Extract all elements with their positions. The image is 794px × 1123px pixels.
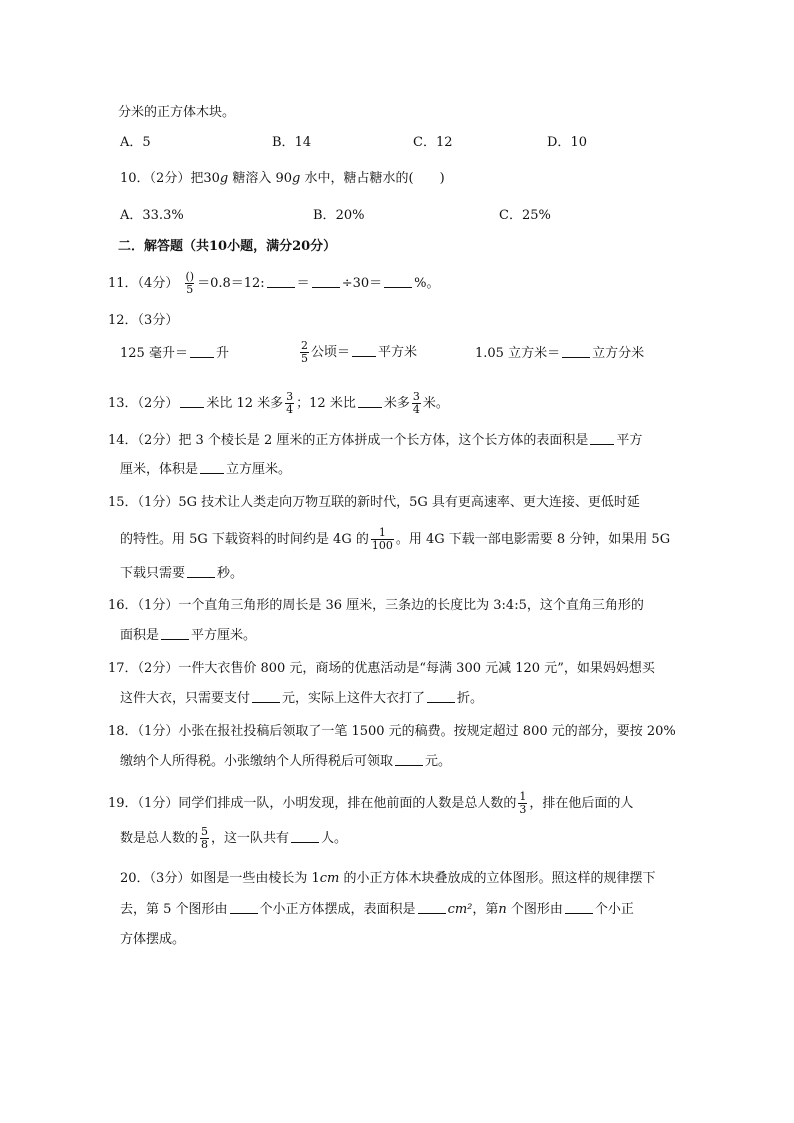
q9-tail: 分米的正方体木块。 [118, 105, 236, 120]
q11: 11．（4分） $\frac{()}{5}$ ＝0.8＝12: ＝ ÷30＝ %。 [108, 270, 440, 296]
q20-line-2: 去，第 5 个图形由 个小正方体摆成，表面积是 cm²，第n 个图形由 个小正 [120, 902, 634, 917]
q20-blank-1[interactable] [230, 901, 258, 914]
q16-line-1: 16．（1分）一个直角三角形的周长是 36 厘米，三条边的长度比为 3:4:5，这个直角三角形的 [108, 598, 644, 613]
q11-blank-3[interactable] [384, 275, 412, 288]
q14-blank-1[interactable] [590, 432, 614, 445]
q10-option-b[interactable]: B．20% [313, 208, 365, 223]
section-title: 二．解答题（共10小题，满分20分） [118, 239, 337, 254]
q10-option-c[interactable]: C．25% [499, 208, 551, 223]
q17-line-1: 17．（2分）一件大衣售价 800 元，商场的优惠活动是“每满 300 元减 120 元”，如果妈妈想买 [108, 661, 655, 676]
q17-blank-2[interactable] [427, 690, 455, 703]
q12-blank-c[interactable] [562, 345, 590, 358]
q19-blank[interactable] [291, 830, 319, 843]
q15-line-1: 15．（1分）5G 技术让人类走向万物互联的新时代，5G 具有更高速率、更大连接、更低时延 [108, 495, 640, 510]
q12-part-b: $\frac{2}{5}$ 公顷＝ 平方米 [301, 339, 418, 365]
q12-header: 12．（3分） [108, 313, 179, 328]
q20-line-1: 20．（3分）如图是一些由棱长为 1cm 的小正方体木块叠放成的立体图形。照这样的规律摆下 [120, 871, 656, 886]
q19-line-1: 19．（1分）同学们排成一队，小明发现，排在他前面的人数是总人数的 $\frac{1}{3}$ ，排在他后面的人 [108, 790, 634, 816]
q17-line-2: 这件大衣，只需要支付 元，实际上这件大衣打了 折。 [120, 691, 484, 706]
q18-line-2: 缴纳个人所得税。小张缴纳个人所得税后可领取 元。 [120, 754, 452, 769]
q13-blank-2[interactable] [358, 395, 382, 408]
q18-blank[interactable] [395, 753, 423, 766]
q12-fraction: $\frac{2}{5}$ [301, 339, 308, 365]
q9-option-c[interactable]: C．12 [413, 135, 453, 150]
q9-option-b[interactable]: B．14 [272, 135, 312, 150]
q20-line-3: 方体摆成。 [120, 932, 186, 947]
q15-blank[interactable] [187, 565, 215, 578]
q20-blank-3[interactable] [565, 901, 593, 914]
q15-line-2: 的特性。用 5G 下载资料的时间约是 4G 的 $\frac{1}{100}$ 。用 4G 下载一部电影需要 8 分钟，如果用 5G [120, 526, 671, 552]
q12-part-c: 1.05 立方米＝ 立方分米 [475, 346, 645, 361]
q10-stem: 10．（2分）把30g 糖溶入 90g 水中，糖占糖水的( ) [120, 171, 445, 186]
q20-blank-2[interactable] [418, 901, 446, 914]
q11-blank-2[interactable] [312, 275, 340, 288]
q16-blank[interactable] [161, 627, 189, 640]
q9-option-a[interactable]: A．5 [120, 135, 151, 150]
q14-line-1: 14．（2分）把 3 个棱长是 2 厘米的正方体拼成一个长方体，这个长方体的表面积是 平方 [108, 433, 643, 448]
q11-fraction: $\frac{()}{5}$ [185, 270, 195, 296]
q15-line-3: 下载只需要 秒。 [120, 566, 244, 581]
q14-line-2: 厘米，体积是 立方厘米。 [120, 462, 292, 477]
q19-line-2: 数是总人数的 $\frac{5}{8}$ ，这一队共有 人。 [120, 825, 348, 851]
q9-option-d[interactable]: D．10 [547, 135, 587, 150]
q11-blank-1[interactable] [267, 275, 295, 288]
q18-line-1: 18．（1分）小张在报社投稿后领取了一笔 1500 元的稿费。按规定超过 800 元的部分，要按 20% [108, 724, 676, 739]
q16-line-2: 面积是 平方厘米。 [120, 628, 257, 643]
q12-part-a: 125 毫升＝ 升 [120, 346, 229, 361]
q13: 13．（2分） 米比 12 米多 $\frac{3}{4}$ ；12 米比 米多 $\frac{3}{4}$ 米。 [108, 390, 449, 416]
q19-fraction-1: $\frac{1}{3}$ [519, 790, 527, 816]
q12-blank-a[interactable] [190, 345, 214, 358]
q10-option-a[interactable]: A．33.3% [120, 208, 184, 223]
q14-blank-2[interactable] [200, 461, 224, 474]
q19-fraction-2: $\frac{5}{8}$ [201, 825, 209, 851]
q15-fraction: $\frac{1}{100}$ [371, 526, 393, 552]
q13-fraction-2: $\frac{3}{4}$ [412, 390, 420, 416]
q12-blank-b[interactable] [352, 344, 376, 357]
q17-blank-1[interactable] [252, 690, 280, 703]
q13-blank-1[interactable] [180, 395, 204, 408]
q13-fraction-1: $\frac{3}{4}$ [286, 390, 294, 416]
